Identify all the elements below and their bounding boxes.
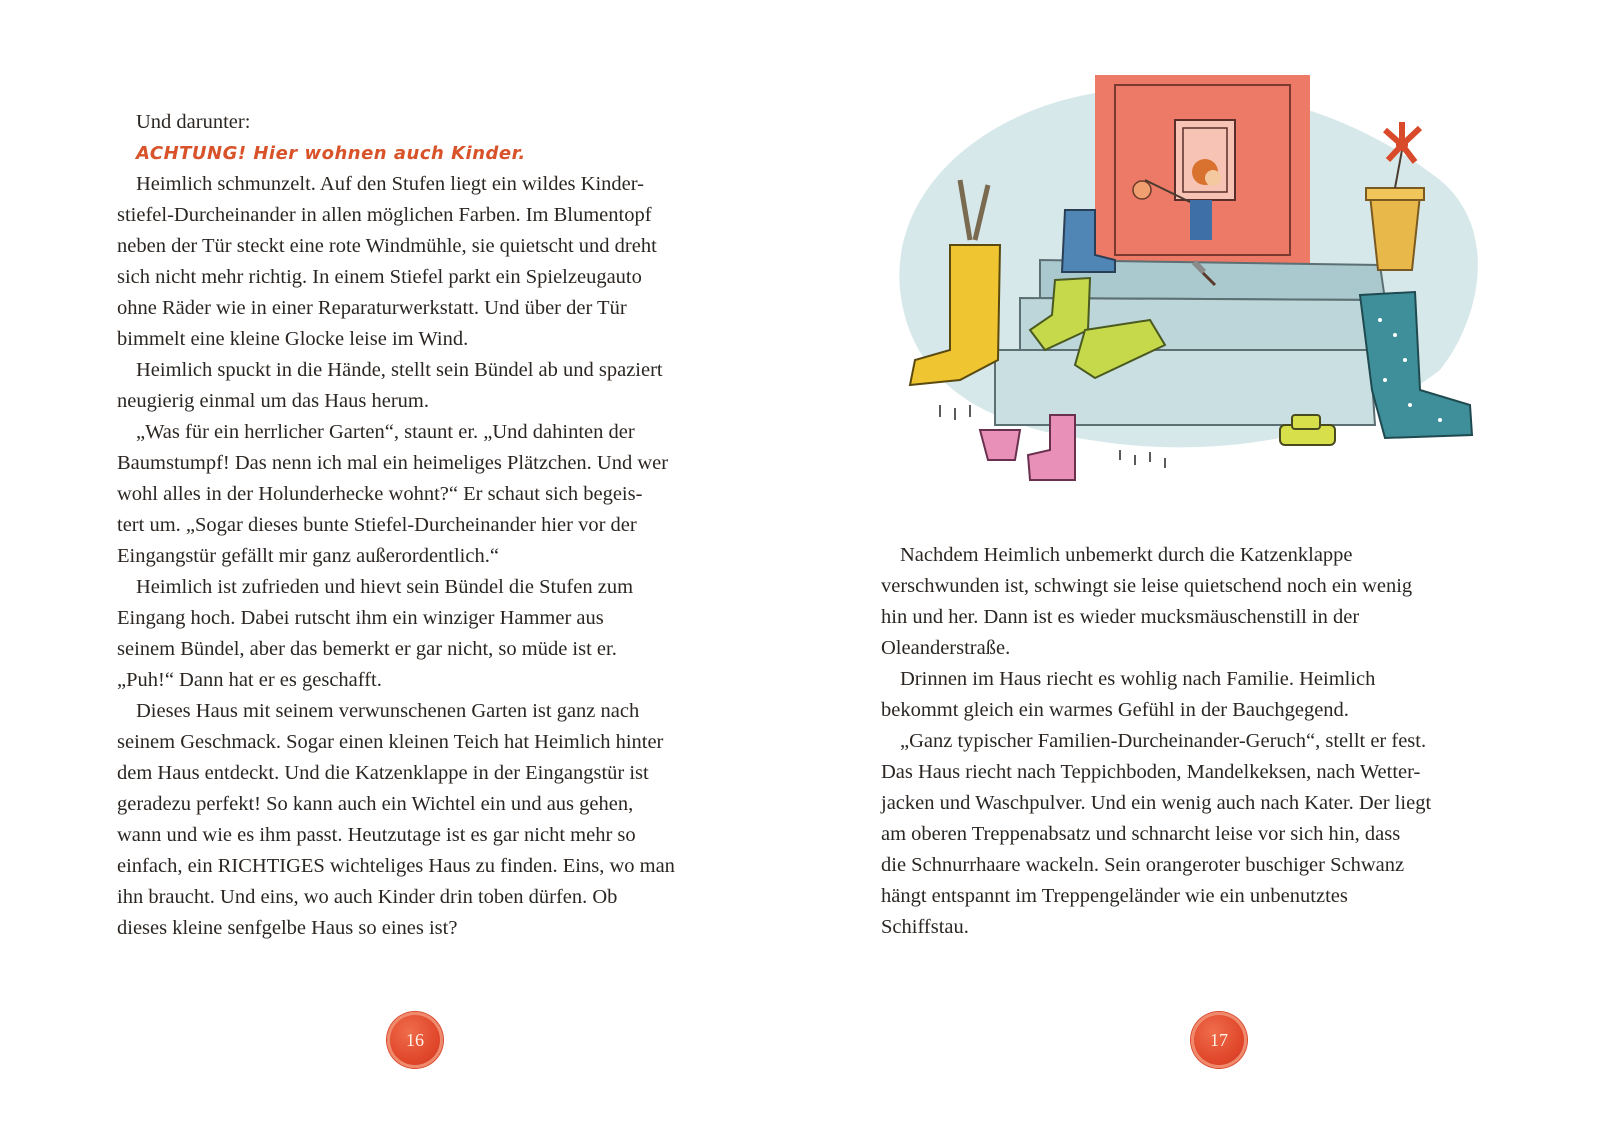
text-line: bimmelt eine kleine Glocke leise im Wind.	[117, 328, 469, 350]
text-line: Eingang hoch. Dabei rutscht ihm ein winziger Hammer aus	[117, 607, 604, 629]
text-line: verschwunden ist, schwingt sie leise quietschend noch ein wenig	[881, 575, 1413, 597]
text-line: Drinnen im Haus riecht es wohlig nach Familie. Heimlich	[900, 668, 1376, 690]
text-line: Eingangstür gefällt mir ganz außerordentlich.“	[117, 545, 499, 567]
text-line: neben der Tür steckt eine rote Windmühle, sie quietscht und dreht	[117, 235, 657, 257]
text-line: wann und wie es ihm passt. Heutzutage ist es gar nicht mehr so	[117, 824, 636, 846]
text-line: einfach, ein RICHTIGES wichteliges Haus zu finden. Eins, wo man	[117, 855, 675, 877]
text-line: Nachdem Heimlich unbemerkt durch die Katzenklappe	[900, 544, 1353, 566]
text-line: seinem Geschmack. Sogar einen kleinen Teich hat Heimlich hinter	[117, 731, 664, 753]
text-line: dieses kleine senfgelbe Haus so eines ist?	[117, 917, 458, 939]
text-line: seinem Bündel, aber das bemerkt er gar nicht, so müde ist er.	[117, 638, 617, 660]
page-number: 17	[1210, 1029, 1228, 1050]
text-line: Heimlich ist zufrieden und hievt sein Bündel die Stufen zum	[136, 576, 634, 598]
doorstep-boots-illustration	[880, 60, 1500, 510]
text-line: Das Haus riecht nach Teppichboden, Mandelkeksen, nach Wetter-	[881, 761, 1421, 783]
text-line: „Was für ein herrlicher Garten“, staunt er. „Und dahinten der	[136, 421, 635, 443]
text-line: am oberen Treppenabsatz und schnarcht leise vor sich hin, dass	[881, 823, 1401, 845]
text-line: bekommt gleich ein warmes Gefühl in der Bauchgegend.	[881, 699, 1349, 721]
text-line: neugierig einmal um das Haus herum.	[117, 390, 429, 412]
text-line: geradezu perfekt! So kann auch ein Wichtel ein und aus gehen,	[117, 793, 634, 815]
page-number: 16	[406, 1029, 424, 1050]
text-line: stiefel-Durcheinander in allen möglichen Farben. Im Blumentopf	[117, 204, 652, 226]
text-line: „Puh!“ Dann hat er es geschafft.	[117, 669, 382, 691]
text-line: tert um. „Sogar dieses bunte Stiefel-Durcheinander hier vor der	[117, 514, 637, 536]
text-line: Heimlich schmunzelt. Auf den Stufen liegt ein wildes Kinder-	[136, 173, 644, 195]
text-line: dem Haus entdeckt. Und die Katzenklappe in der Eingangstür ist	[117, 762, 649, 784]
page-number-badge	[1191, 1012, 1247, 1068]
left-page-text	[117, 107, 717, 944]
text-line: hängt entspannt im Treppengeländer wie ein unbenutztes	[881, 885, 1348, 907]
text-line: „Ganz typischer Familien-Durcheinander-Geruch“, stellt er fest.	[900, 730, 1427, 752]
text-line: ohne Räder wie in einer Reparaturwerkstatt. Und über der Tür	[117, 297, 627, 319]
page-number-badge	[387, 1012, 443, 1068]
text-line: jacken und Waschpulver. Und ein wenig auch nach Kater. Der liegt	[881, 792, 1432, 814]
text-line: Oleanderstraße.	[881, 637, 1011, 659]
text-line: ihn braucht. Und eins, wo auch Kinder drin toben dürfen. Ob	[117, 886, 618, 908]
text-line: Baumstumpf! Das nenn ich mal ein heimeliges Plätzchen. Und wer	[117, 452, 669, 474]
text-line: sich nicht mehr richtig. In einem Stiefel parkt ein Spielzeugauto	[117, 266, 642, 288]
text-line: wohl alles in der Holunderhecke wohnt?“ Er schaut sich begeis-	[117, 483, 643, 505]
text-line: Und darunter:	[136, 111, 251, 133]
text-line: Dieses Haus mit seinem verwunschenen Garten ist ganz nach	[136, 700, 640, 722]
text-line: Heimlich spuckt in die Hände, stellt sein Bündel ab und spaziert	[136, 359, 663, 381]
sign-text: ACHTUNG! Hier wohnen auch Kinder.	[136, 143, 526, 164]
text-line: die Schnurrhaare wackeln. Sein orangeroter buschiger Schwanz	[881, 854, 1405, 876]
text-line: Schiffstau.	[881, 916, 969, 938]
right-page-text	[881, 540, 1481, 943]
right-page	[800, 0, 1600, 1129]
text-line: hin und her. Dann ist es wieder mucksmäuschenstill in der	[881, 606, 1360, 628]
